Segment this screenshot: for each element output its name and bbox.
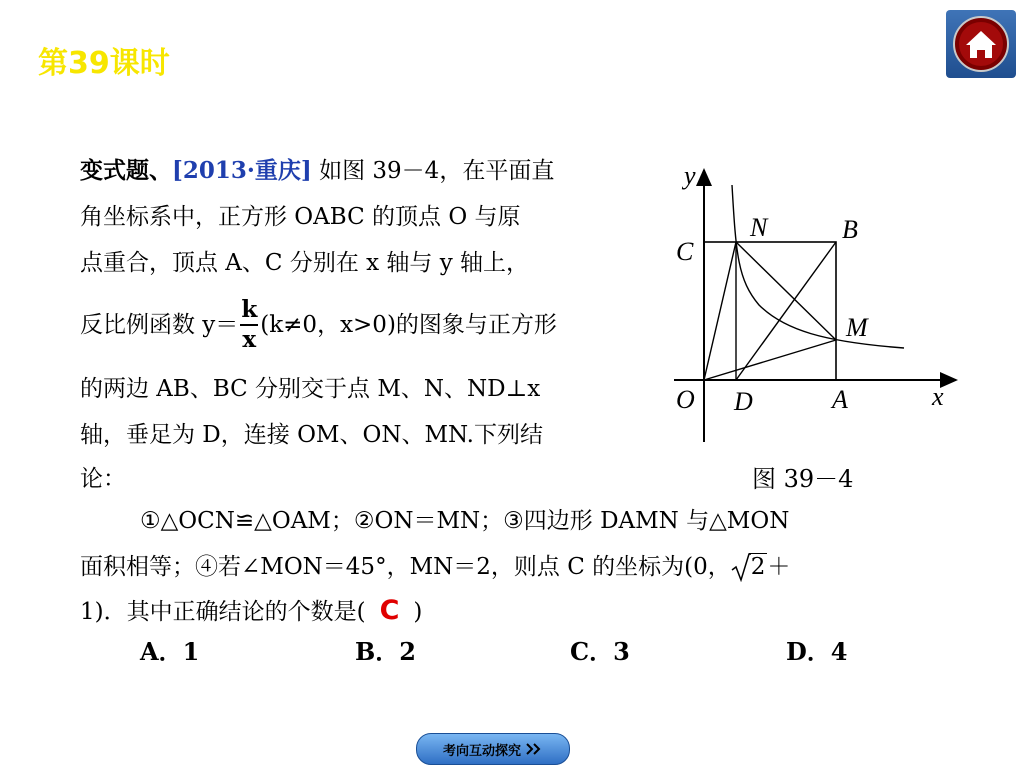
function-prefix: 反比例函数 y＝: [80, 312, 239, 338]
prompt-close: ): [413, 599, 423, 625]
question-prompt-line: [80, 588, 422, 635]
statement-4-text: 面积相等；④若∠MON＝45°，MN＝2，则点 C 的坐标为(0，: [80, 554, 731, 580]
question-line-5: 的两边 AB、BC 分别交于点 M、N、ND⊥x: [80, 376, 541, 402]
figure-caption: 图 39－4: [752, 465, 854, 493]
lesson-title: 第39课时: [38, 46, 170, 81]
statements-line: ①△OCN≌△OAM；②ON＝MN；③四边形 DAMN 与△MON: [140, 508, 790, 534]
diagonal-cb-to-a: [736, 242, 836, 380]
segment-on: [704, 242, 736, 380]
double-chevron-right-icon: [525, 742, 543, 756]
fraction-denominator: x: [242, 326, 257, 353]
label-n: N: [750, 213, 768, 242]
question-label: 变式题、: [80, 157, 172, 184]
question-line-4: [80, 296, 557, 354]
prompt-text: 1)．其中正确结论的个数是(: [80, 599, 366, 625]
question-line-3: 点重合，顶点 A、C 分别在 x 轴与 y 轴上，: [80, 250, 530, 276]
sqrt-expression: [731, 544, 768, 590]
answer-text: C: [379, 595, 400, 626]
label-m: M: [846, 313, 868, 342]
segment-mn: [736, 242, 836, 340]
statements-line-2: [80, 544, 790, 590]
option-d[interactable]: D．4: [786, 637, 848, 666]
label-b: B: [842, 215, 858, 244]
question-line-6: 轴，垂足为 D，连接 OM、ON、MN.下列结: [80, 422, 543, 448]
question-line-1: [80, 148, 554, 194]
question-line-7: 论：: [80, 466, 126, 492]
statement-4-plus: ＋: [767, 554, 791, 580]
fraction-k-over-x: [240, 296, 258, 354]
label-y: y: [684, 161, 696, 190]
home-icon: [952, 15, 1010, 73]
option-a[interactable]: A．1: [140, 637, 200, 666]
interactive-exploration-button[interactable]: [416, 733, 570, 765]
function-suffix: (k≠0，x>0)的图象与正方形: [260, 312, 557, 338]
option-b[interactable]: B．2: [355, 637, 416, 666]
nav-button-label: 考向互动探究: [442, 743, 521, 759]
label-x: x: [932, 382, 944, 411]
label-o: O: [676, 385, 695, 414]
segment-om: [704, 340, 836, 380]
question-text: 如图 39－4，在平面直: [319, 158, 555, 184]
label-d: D: [734, 387, 753, 416]
question-line-2: 角坐标系中，正方形 OABC 的顶点 O 与原: [80, 204, 521, 230]
sqrt-radicand: 2: [750, 554, 766, 580]
label-c: C: [676, 237, 694, 266]
fraction-numerator: k: [240, 296, 258, 326]
figure-39-4: [664, 160, 964, 450]
home-button[interactable]: [946, 10, 1016, 78]
question-source: [2013·重庆]: [172, 157, 312, 184]
option-c[interactable]: C．3: [570, 637, 630, 666]
label-a: A: [832, 385, 848, 414]
